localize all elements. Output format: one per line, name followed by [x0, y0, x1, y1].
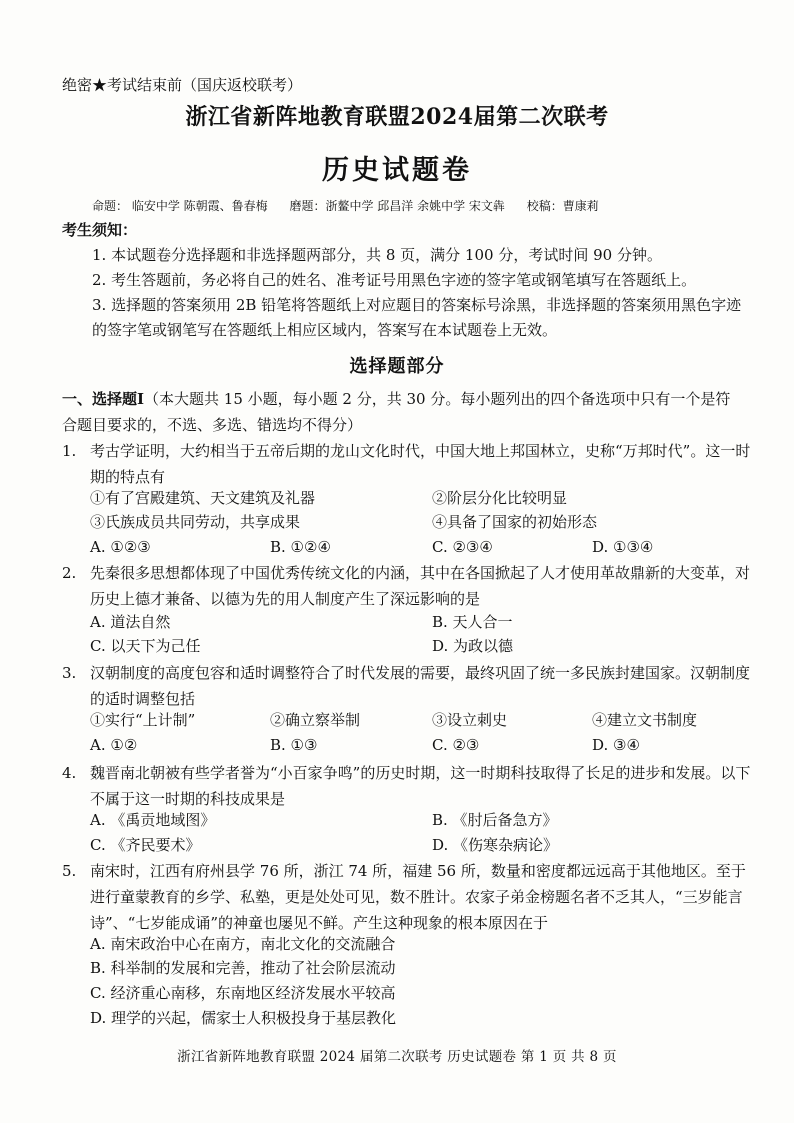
statement-item: ③设立刺史 [432, 711, 508, 729]
answer-option: A. 道法自然 [90, 613, 171, 631]
answer-option: A. 南宋政治中心在南方，南北文化的交流融合 [90, 935, 396, 953]
answer-option: D. ①③④ [592, 538, 654, 556]
credit-author: 命题： 临安中学 陈朝霞、鲁春梅 [92, 199, 268, 213]
credits-line [92, 197, 599, 214]
exam-title: 浙江省新阵地教育联盟2024届第二次联考 [185, 104, 609, 130]
statement-item: ③氏族成员共同劳动，共享成果 [90, 513, 301, 531]
question-number: 5. [62, 862, 77, 880]
answer-option: B. 《肘后备急方》 [432, 811, 558, 829]
answer-option: D. 《伤寒杂病论》 [432, 836, 559, 854]
page-footer: 浙江省新阵地教育联盟 2024 届第二次联考 历史试题卷 第 1 页 共 8 页 [177, 1049, 617, 1065]
notice-item: 2. 考生答题前，务必将自己的姓名、准考证号用黑色字迹的签字笔或钢笔填写在答题纸上。 [92, 271, 697, 289]
question-stem: 先秦很多思想都体现了中国优秀传统文化的内涵，其中在各国掀起了人才使用革故鼎新的大变革，对历史上德才兼备、以德为先的用人制度产生了深远影响的是 [90, 564, 751, 608]
credit-proofreader: 校稿：曹康莉 [526, 199, 599, 213]
question-stem: 汉朝制度的高度包容和适时调整符合了时代发展的需要，最终巩固了统一多民族封建国家。汉朝制度的适时调整包括 [90, 664, 751, 708]
question-number: 1. [62, 442, 77, 460]
answer-option: D. ③④ [592, 736, 640, 754]
notice-item: 3. 选择题的答案须用 2B 铅笔将答题纸上对应题目的答案标号涂黑，非选择题的答案须用黑色字迹的签字笔或钢笔写在答题纸上相应区域内，答案写在本试题卷上无效。 [92, 296, 742, 339]
notice-item: 1. 本试题卷分选择题和非选择题两部分，共 8 页，满分 100 分，考试时间 90 分钟。 [92, 246, 662, 264]
part-description: （本大题共 15 小题，每小题 2 分，共 30 分。每小题列出的四个备选项中只有一个是符合题目要求的，不选、多选、错选均不得分） [62, 390, 731, 434]
question-stem: 考古学证明，大约相当于五帝后期的龙山文化时代，中国大地上邦国林立，史称“万邦时代”。这一时期的特点有 [90, 442, 751, 486]
statement-item: ①有了宫殿建筑、天文建筑及礼器 [90, 489, 316, 507]
answer-option: A. ①② [90, 736, 138, 754]
part-label: 一、选择题Ⅰ [62, 390, 145, 408]
answer-option: B. ①③ [270, 736, 318, 754]
part-heading [62, 386, 742, 438]
question-3 [62, 660, 752, 712]
answer-option: C. ②③ [432, 736, 480, 754]
answer-option: C. 以天下为己任 [90, 637, 201, 655]
answer-option: A. ①②③ [90, 538, 151, 556]
statement-item: ②阶层分化比较明显 [432, 489, 568, 507]
answer-option: B. 科举制的发展和完善，推动了社会阶层流动 [90, 959, 396, 977]
credit-reviewer: 磨题：浙鳌中学 邱昌洋 余姚中学 宋文犇 [289, 199, 505, 213]
question-2 [62, 560, 752, 612]
notice-heading: 考生须知： [62, 221, 138, 239]
answer-option: C. 《齐民要术》 [90, 836, 201, 854]
question-stem: 魏晋南北朝被有些学者誉为“小百家争鸣”的历史时期，这一时期科技取得了长足的进步和发展。以下不属于这一时期的科技成果是 [90, 764, 751, 808]
answer-option: C. ②③④ [432, 538, 493, 556]
statement-item: ④建立文书制度 [592, 711, 698, 729]
question-5 [62, 858, 752, 936]
confidential-note: 绝密★考试结束前（国庆返校联考） [62, 76, 303, 94]
question-stem: 南宋时，江西有府州县学 76 所，浙江 74 所，福建 56 所，数量和密度都远远高于其他地区。至于进行童蒙教育的乡学、私塾，更是处处可见，数不胜计。农家子弟金榜题名者不乏其人，“三岁能言诗”、“七岁能成诵”的神童也屡见不鲜。产生这种现象的根本原因在于 [90, 862, 746, 932]
answer-option: A. 《禹贡地域图》 [90, 811, 216, 829]
question-1 [62, 438, 752, 490]
answer-option: B. 天人合一 [432, 613, 513, 631]
question-number: 2. [62, 564, 77, 582]
statement-item: ②确立察举制 [270, 711, 361, 729]
question-number: 4. [62, 764, 77, 782]
section-heading: 选择题部分 [349, 356, 445, 377]
paper-title: 历史试题卷 [322, 155, 472, 186]
question-number: 3. [62, 664, 77, 682]
answer-option: B. ①②④ [270, 538, 331, 556]
answer-option: C. 经济重心南移，东南地区经济发展水平较高 [90, 984, 396, 1002]
statement-item: ④具备了国家的初始形态 [432, 513, 598, 531]
answer-option: D. 为政以德 [432, 637, 514, 655]
question-4 [62, 760, 752, 812]
statement-item: ①实行“上计制” [90, 711, 196, 729]
answer-option: D. 理学的兴起，儒家士人积极投身于基层教化 [90, 1009, 397, 1027]
